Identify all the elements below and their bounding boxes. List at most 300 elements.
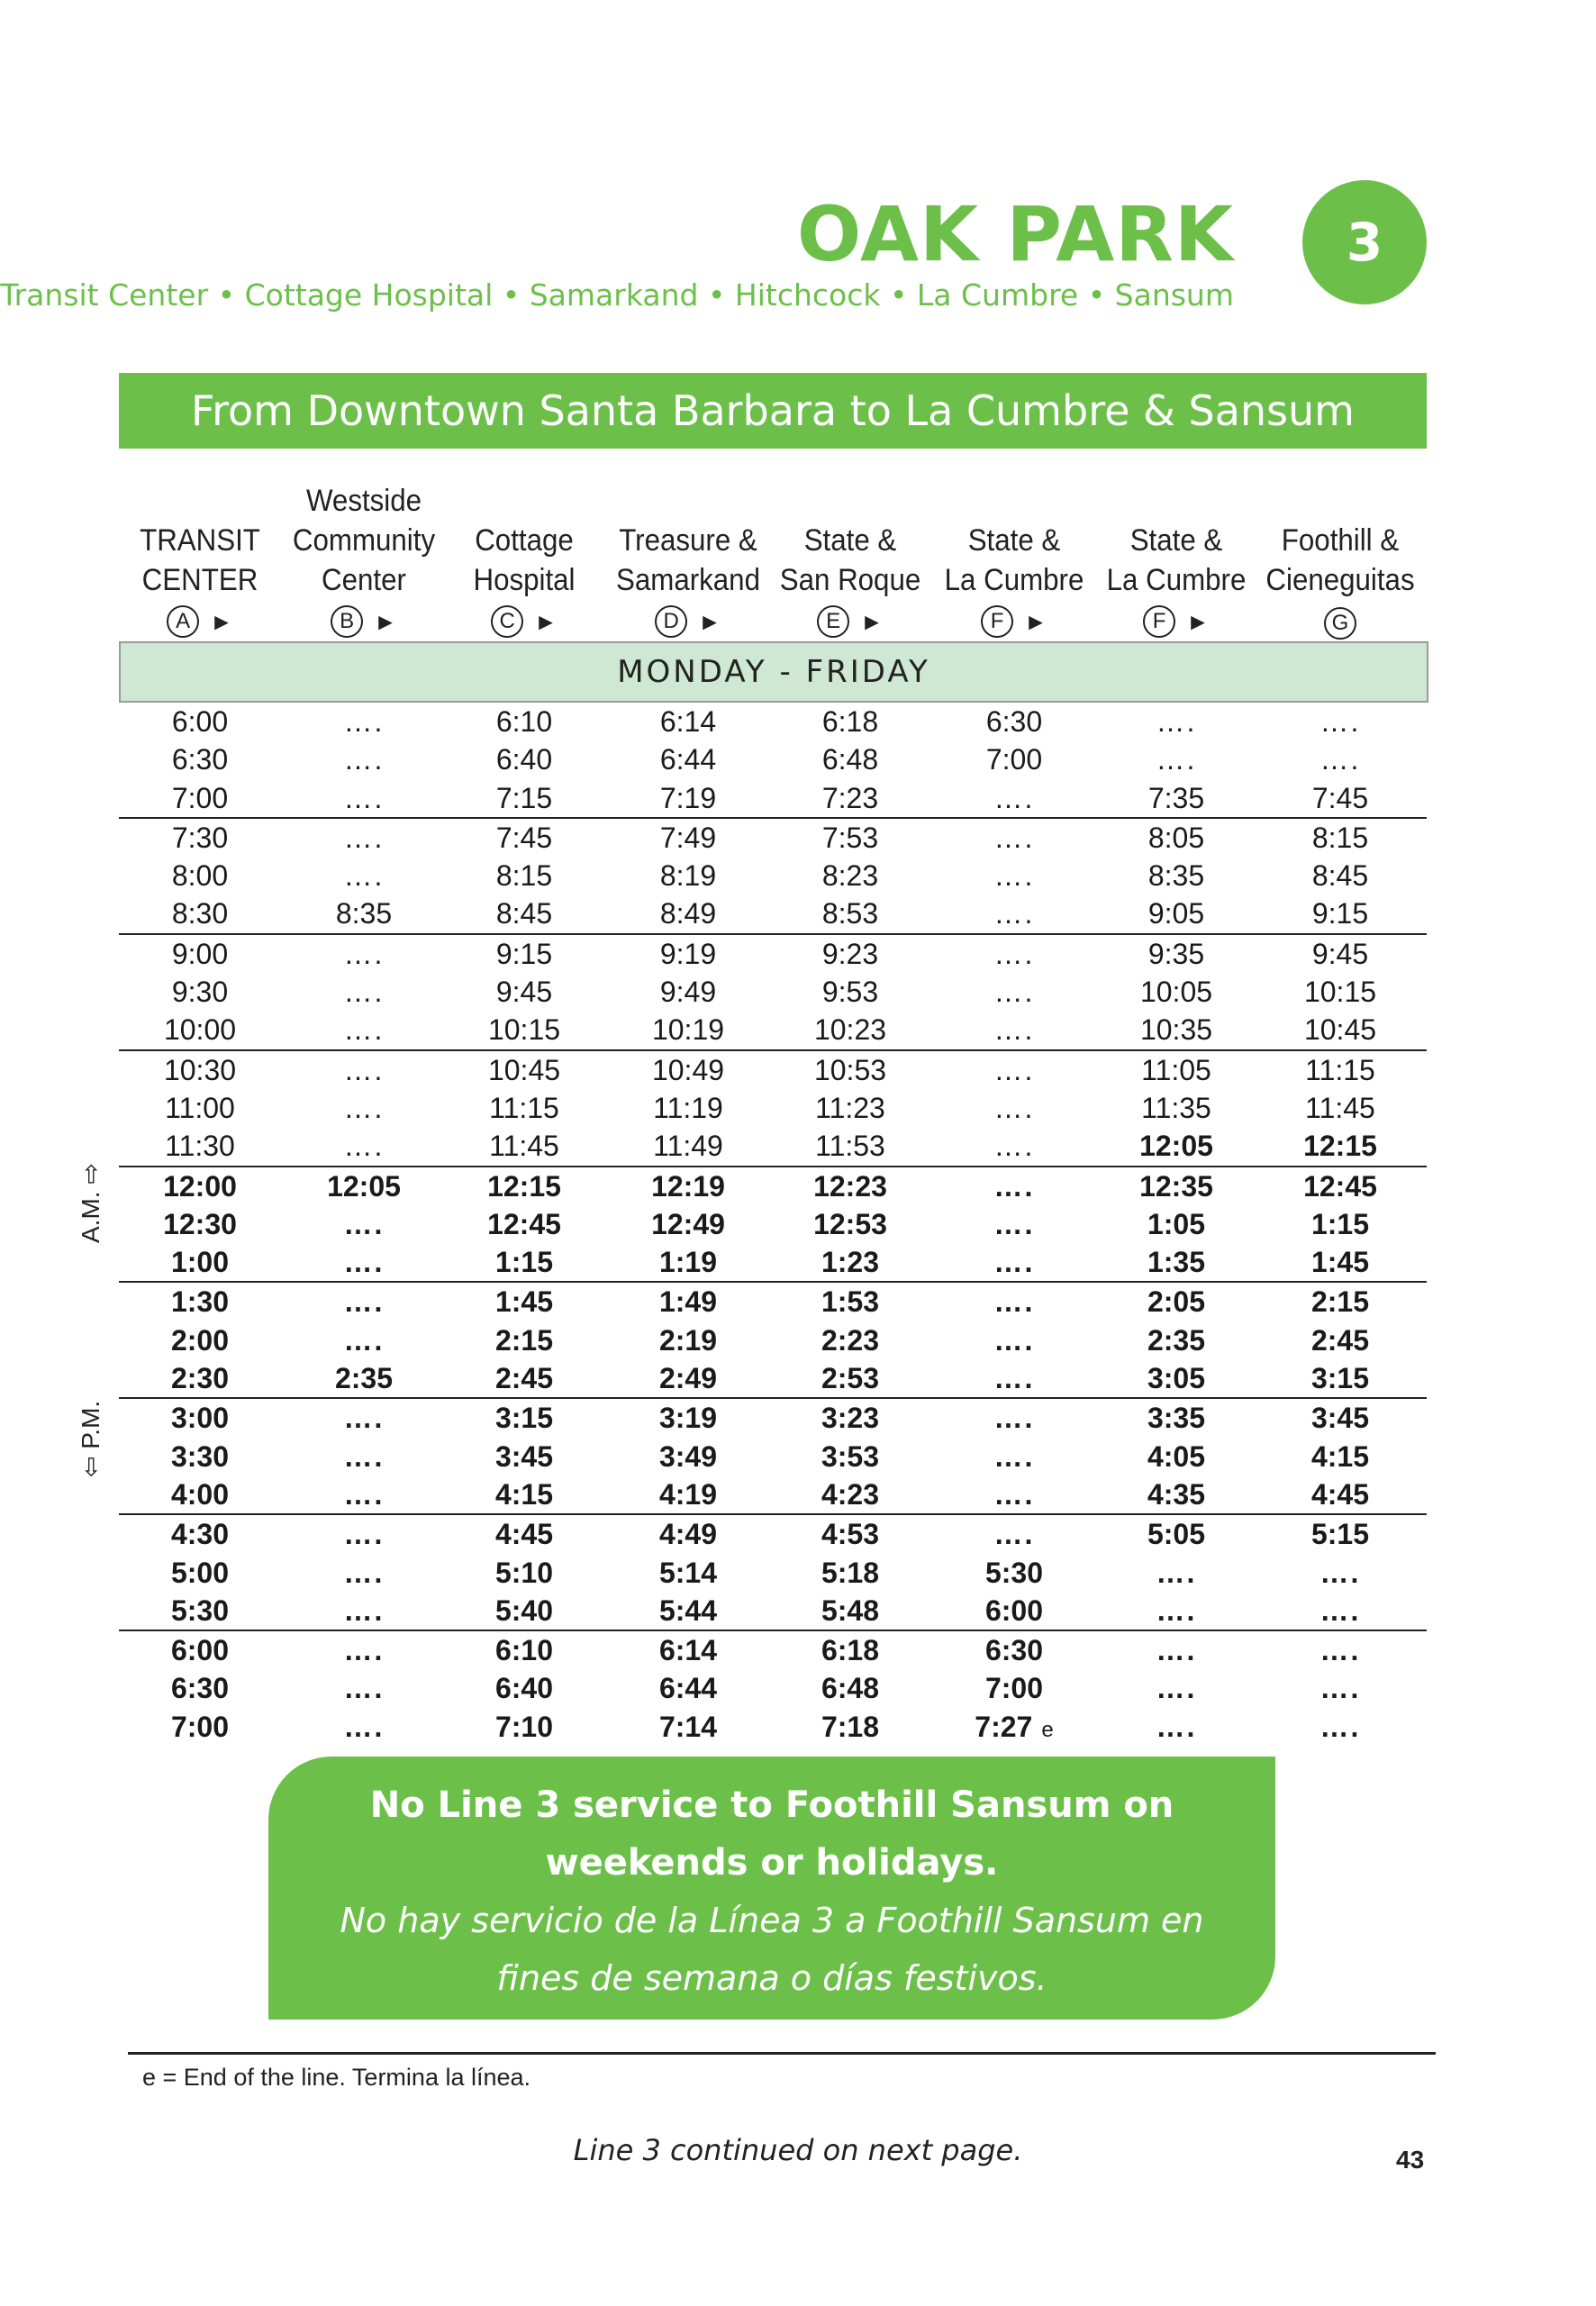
table-cell: 2:45 bbox=[494, 1362, 554, 1395]
table-cell: …. bbox=[343, 1710, 385, 1743]
table-row bbox=[119, 933, 1427, 973]
table-row bbox=[119, 1397, 1427, 1437]
table-cell: 4:49 bbox=[658, 1518, 718, 1551]
timepoint-marker bbox=[119, 601, 281, 640]
table-cell: 4:35 bbox=[1147, 1477, 1206, 1511]
column-header-line: Samarkand bbox=[616, 563, 760, 597]
direction-arrow-icon: ► bbox=[534, 608, 558, 635]
table-cell: 8:30 bbox=[171, 897, 229, 931]
direction-arrow-icon: ► bbox=[860, 608, 884, 635]
table-cell: 9:45 bbox=[1311, 937, 1369, 970]
column-header-line: Community bbox=[292, 523, 436, 558]
table-cell: 1:23 bbox=[821, 1246, 880, 1279]
table-row bbox=[119, 857, 1427, 894]
table-cell: 12:19 bbox=[651, 1169, 725, 1203]
column-header bbox=[1095, 468, 1257, 640]
table-cell: 4:45 bbox=[494, 1518, 554, 1551]
table-cell: 1:35 bbox=[1147, 1246, 1206, 1279]
column-header-label bbox=[923, 521, 1105, 600]
table-cell: 8:45 bbox=[495, 897, 553, 931]
table-row bbox=[119, 779, 1427, 817]
table-cell: 3:35 bbox=[1147, 1402, 1206, 1435]
table-cell: 12:35 bbox=[1139, 1169, 1213, 1203]
timepoint-letter: C bbox=[491, 605, 523, 638]
table-cell: 8:49 bbox=[659, 897, 717, 931]
table-cell: …. bbox=[343, 821, 385, 854]
timepoint-marker bbox=[933, 601, 1095, 640]
table-cell: …. bbox=[1156, 1634, 1197, 1667]
table-cell: …. bbox=[993, 1323, 1035, 1357]
table-cell: 9:05 bbox=[1147, 897, 1205, 931]
table-cell: …. bbox=[993, 937, 1035, 970]
table-cell: 6:48 bbox=[821, 743, 879, 776]
table-cell: 1:15 bbox=[1310, 1207, 1370, 1240]
table-cell: 8:35 bbox=[335, 897, 393, 931]
table-cell: 4:30 bbox=[170, 1518, 230, 1551]
table-cell: 7:15 bbox=[495, 781, 553, 814]
table-cell: 2:45 bbox=[1310, 1323, 1370, 1357]
table-cell: …. bbox=[993, 976, 1035, 1009]
table-cell: 1:19 bbox=[658, 1246, 718, 1279]
table-cell: 7:19 bbox=[659, 781, 717, 814]
table-cell: 11:45 bbox=[489, 1130, 559, 1163]
table-row bbox=[119, 1321, 1427, 1359]
table-cell: 7:27 e bbox=[975, 1710, 1054, 1743]
table-cell: 5:30 bbox=[984, 1556, 1044, 1589]
table-cell: 8:45 bbox=[1311, 859, 1369, 893]
table-cell: 9:23 bbox=[821, 937, 879, 970]
table-cell: 6:40 bbox=[494, 1672, 554, 1705]
table-cell: …. bbox=[993, 1169, 1035, 1203]
table-cell: 11:15 bbox=[489, 1091, 559, 1124]
direction-arrow-icon: ► bbox=[698, 608, 721, 635]
table-cell: 6:44 bbox=[658, 1672, 718, 1705]
table-cell: 11:23 bbox=[815, 1091, 885, 1124]
table-cell: 7:30 bbox=[171, 821, 229, 854]
table-cell: 5:18 bbox=[821, 1556, 880, 1589]
timepoint-marker bbox=[283, 601, 445, 640]
table-cell: 12:05 bbox=[327, 1169, 401, 1203]
timepoint-marker bbox=[1095, 601, 1257, 640]
table-cell: …. bbox=[993, 1246, 1035, 1279]
table-cell: 12:23 bbox=[813, 1169, 887, 1203]
table-cell: 7:18 bbox=[821, 1710, 880, 1743]
table-cell: 6:10 bbox=[495, 705, 553, 738]
table-cell: …. bbox=[1319, 1556, 1361, 1589]
table-cell: 3:30 bbox=[170, 1439, 230, 1473]
table-cell: 12:45 bbox=[487, 1207, 561, 1240]
table-cell: 2:00 bbox=[170, 1323, 230, 1357]
table-cell: 1:15 bbox=[494, 1246, 554, 1279]
notice-english: No Line 3 service to Foothill Sansum on weekends or holidays. bbox=[369, 1784, 1174, 1884]
schedule-table bbox=[119, 703, 1427, 1746]
table-cell: 7:00 bbox=[985, 743, 1043, 776]
table-cell: …. bbox=[343, 1634, 385, 1667]
table-cell: 10:30 bbox=[163, 1053, 237, 1086]
table-cell: …. bbox=[1319, 705, 1361, 738]
pm-label: ⇦ P.M. bbox=[77, 1400, 104, 1477]
table-row bbox=[119, 1166, 1427, 1205]
am-label: A.M. ⇨ bbox=[77, 1163, 104, 1243]
table-row bbox=[119, 973, 1427, 1011]
table-cell: 1:45 bbox=[494, 1285, 554, 1319]
table-row bbox=[119, 1243, 1427, 1281]
table-cell: 9:15 bbox=[495, 937, 553, 970]
table-cell: 10:49 bbox=[651, 1053, 725, 1086]
table-cell: 8:05 bbox=[1147, 821, 1205, 854]
table-cell: 4:19 bbox=[658, 1477, 718, 1511]
table-cell: 2:15 bbox=[494, 1323, 554, 1357]
table-cell: 11:49 bbox=[653, 1130, 723, 1163]
table-cell: 10:35 bbox=[1139, 1013, 1213, 1047]
timepoint-letter: F bbox=[981, 605, 1013, 638]
table-cell: …. bbox=[343, 859, 385, 893]
table-cell: 3:23 bbox=[821, 1402, 880, 1435]
table-cell: 12:49 bbox=[651, 1207, 725, 1240]
table-cell: 5:40 bbox=[494, 1593, 554, 1627]
table-cell: …. bbox=[993, 1013, 1035, 1047]
table-cell: 7:49 bbox=[659, 821, 717, 854]
table-cell: 6:14 bbox=[659, 705, 717, 738]
table-cell: 10:00 bbox=[163, 1013, 237, 1047]
table-cell: …. bbox=[1319, 743, 1361, 776]
table-cell: 11:00 bbox=[165, 1091, 235, 1124]
table-row bbox=[119, 1127, 1427, 1165]
table-cell: 7:23 bbox=[821, 781, 879, 814]
table-row bbox=[119, 1475, 1427, 1513]
end-of-line-marker: e bbox=[1041, 1717, 1054, 1742]
service-notice bbox=[268, 1757, 1275, 2020]
table-cell: …. bbox=[1319, 1672, 1361, 1705]
column-header-line: La Cumbre bbox=[944, 563, 1084, 597]
table-cell: 5:10 bbox=[494, 1556, 554, 1589]
table-cell: 3:19 bbox=[658, 1402, 718, 1435]
column-header-label bbox=[759, 521, 941, 600]
table-cell: 6:14 bbox=[658, 1634, 718, 1667]
table-cell: 3:49 bbox=[658, 1439, 718, 1473]
column-header bbox=[443, 468, 605, 640]
table-cell: 9:35 bbox=[1147, 937, 1205, 970]
table-row bbox=[119, 1438, 1427, 1475]
route-number-badge: 3 bbox=[1302, 180, 1427, 304]
am-pm-indicator bbox=[70, 1036, 121, 1477]
table-cell: 2:30 bbox=[170, 1362, 230, 1395]
table-cell: …. bbox=[993, 1285, 1035, 1319]
table-row bbox=[119, 1630, 1427, 1669]
table-cell: 7:14 bbox=[658, 1710, 718, 1743]
column-header-line: State & bbox=[803, 523, 897, 558]
table-cell: 5:44 bbox=[658, 1593, 718, 1627]
table-cell: 12:15 bbox=[1303, 1130, 1377, 1163]
table-cell: 2:23 bbox=[821, 1323, 880, 1357]
table-cell: 12:53 bbox=[813, 1207, 887, 1240]
table-cell: 8:35 bbox=[1147, 859, 1205, 893]
table-cell: …. bbox=[1319, 1634, 1361, 1667]
table-row bbox=[119, 703, 1427, 740]
table-cell: 11:35 bbox=[1141, 1091, 1211, 1124]
table-cell: …. bbox=[993, 1439, 1035, 1473]
column-header bbox=[933, 468, 1095, 640]
table-cell: …. bbox=[993, 781, 1035, 814]
table-cell: 6:30 bbox=[985, 705, 1043, 738]
table-cell: …. bbox=[1156, 705, 1197, 738]
table-cell: …. bbox=[993, 1207, 1035, 1240]
table-cell: …. bbox=[343, 1556, 385, 1589]
timepoint-letter: F bbox=[1143, 605, 1175, 638]
table-row bbox=[119, 1089, 1427, 1127]
column-header-label bbox=[1249, 521, 1431, 600]
table-cell: …. bbox=[993, 897, 1035, 931]
table-cell: 5:30 bbox=[170, 1593, 230, 1627]
table-cell: 4:45 bbox=[1310, 1477, 1370, 1511]
table-cell: …. bbox=[343, 1439, 385, 1473]
column-header-line: Cottage bbox=[475, 523, 574, 558]
table-cell: …. bbox=[993, 1477, 1035, 1511]
table-cell: …. bbox=[343, 976, 385, 1009]
column-header bbox=[607, 468, 769, 640]
table-cell: 8:15 bbox=[495, 859, 553, 893]
table-cell: 5:48 bbox=[821, 1593, 880, 1627]
table-cell: 11:45 bbox=[1305, 1091, 1375, 1124]
table-cell: 11:30 bbox=[165, 1130, 235, 1163]
table-cell: 1:45 bbox=[1310, 1246, 1370, 1279]
table-cell: 6:00 bbox=[984, 1593, 1044, 1627]
table-cell: 11:53 bbox=[815, 1130, 885, 1163]
page-number: 43 bbox=[1396, 2146, 1425, 2174]
table-cell: 10:05 bbox=[1139, 976, 1213, 1009]
table-cell: …. bbox=[343, 1323, 385, 1357]
route-stops-subtitle: Transit Center • Cottage Hospital • Samarkand • Hitchcock • La Cumbre • Sansum bbox=[0, 277, 1234, 313]
table-cell: 1:30 bbox=[170, 1285, 230, 1319]
table-cell: 12:45 bbox=[1303, 1169, 1377, 1203]
table-cell: 1:49 bbox=[658, 1285, 718, 1319]
table-cell: 6:48 bbox=[821, 1672, 880, 1705]
table-cell: …. bbox=[343, 705, 385, 738]
table-cell: 6:44 bbox=[659, 743, 717, 776]
continued-note: Line 3 continued on next page. bbox=[573, 2133, 1023, 2167]
table-cell: 10:15 bbox=[1303, 976, 1377, 1009]
table-cell: 7:45 bbox=[495, 821, 553, 854]
table-cell: 1:53 bbox=[821, 1285, 880, 1319]
notice-spanish: No hay servicio de la Línea 3 a Foothill Sansum en fines de semana o días festivos. bbox=[340, 1901, 1204, 1998]
table-cell: 8:19 bbox=[659, 859, 717, 893]
table-cell: …. bbox=[1156, 743, 1197, 776]
column-header-label bbox=[433, 521, 615, 600]
table-cell: …. bbox=[993, 1402, 1035, 1435]
table-cell: 2:53 bbox=[821, 1362, 880, 1395]
table-cell: 10:23 bbox=[813, 1013, 887, 1047]
table-cell: 4:05 bbox=[1147, 1439, 1206, 1473]
table-cell: 12:05 bbox=[1139, 1130, 1213, 1163]
table-cell: 6:00 bbox=[171, 705, 229, 738]
table-cell: …. bbox=[993, 859, 1035, 893]
page-title: OAK PARK bbox=[796, 190, 1234, 278]
timepoint-marker bbox=[607, 601, 769, 640]
table-row bbox=[119, 1205, 1427, 1243]
timepoint-letter: G bbox=[1324, 607, 1356, 640]
table-cell: 12:15 bbox=[487, 1169, 561, 1203]
column-header bbox=[283, 468, 445, 640]
table-cell: …. bbox=[343, 1207, 385, 1240]
column-header-label bbox=[1085, 521, 1267, 600]
table-cell: 2:35 bbox=[334, 1362, 394, 1395]
table-cell: 10:53 bbox=[813, 1053, 887, 1086]
day-label: MONDAY - FRIDAY bbox=[119, 641, 1428, 703]
column-header-line: La Cumbre bbox=[1106, 563, 1247, 597]
table-cell: 1:05 bbox=[1147, 1207, 1206, 1240]
table-cell: 1:00 bbox=[170, 1246, 230, 1279]
column-header-label bbox=[109, 521, 291, 600]
table-cell: 3:53 bbox=[821, 1439, 880, 1473]
table-cell: 6:30 bbox=[171, 743, 229, 776]
table-row bbox=[119, 1708, 1427, 1746]
table-cell: 6:00 bbox=[170, 1634, 230, 1667]
table-cell: …. bbox=[993, 1091, 1035, 1124]
table-cell: 12:30 bbox=[163, 1207, 237, 1240]
table-row bbox=[119, 1669, 1427, 1707]
table-cell: 4:00 bbox=[170, 1477, 230, 1511]
table-cell: …. bbox=[343, 1091, 385, 1124]
table-cell: …. bbox=[1156, 1593, 1197, 1627]
table-row bbox=[119, 1359, 1427, 1397]
table-cell: 9:00 bbox=[171, 937, 229, 970]
table-cell: 4:15 bbox=[1310, 1439, 1370, 1473]
table-cell: 8:00 bbox=[171, 859, 229, 893]
column-header bbox=[119, 468, 281, 640]
table-row bbox=[119, 1011, 1427, 1049]
table-cell: 7:53 bbox=[821, 821, 879, 854]
footnote: e = End of the line. Termina la línea. bbox=[142, 2064, 531, 2091]
table-cell: 4:15 bbox=[494, 1477, 554, 1511]
column-header-label bbox=[273, 481, 455, 600]
table-cell: 2:05 bbox=[1147, 1285, 1206, 1319]
table-cell: …. bbox=[343, 1672, 385, 1705]
timepoint-marker bbox=[443, 601, 605, 640]
table-row bbox=[119, 1049, 1427, 1089]
column-header bbox=[769, 468, 931, 640]
table-cell: 9:53 bbox=[821, 976, 879, 1009]
table-row bbox=[119, 1592, 1427, 1630]
table-cell: …. bbox=[343, 1285, 385, 1319]
column-header-line: Cieneguitas bbox=[1265, 563, 1415, 597]
table-cell: 5:00 bbox=[170, 1556, 230, 1589]
column-header-line: San Roque bbox=[779, 563, 921, 597]
table-cell: 8:15 bbox=[1311, 821, 1369, 854]
table-cell: 6:30 bbox=[170, 1672, 230, 1705]
table-cell: 3:15 bbox=[1310, 1362, 1370, 1395]
table-cell: 9:30 bbox=[171, 976, 229, 1009]
table-cell: …. bbox=[1156, 1710, 1197, 1743]
table-cell: 5:05 bbox=[1147, 1518, 1206, 1551]
table-cell: 3:45 bbox=[1310, 1402, 1370, 1435]
table-cell: …. bbox=[343, 781, 385, 814]
table-cell: 10:45 bbox=[487, 1053, 561, 1086]
table-cell: 9:49 bbox=[659, 976, 717, 1009]
table-cell: 7:00 bbox=[171, 781, 229, 814]
table-cell: 4:53 bbox=[821, 1518, 880, 1551]
table-cell: 10:15 bbox=[487, 1013, 561, 1047]
table-cell: 8:53 bbox=[821, 897, 879, 931]
table-cell: …. bbox=[343, 937, 385, 970]
table-cell: …. bbox=[343, 743, 385, 776]
table-cell: 9:45 bbox=[495, 976, 553, 1009]
table-cell: 12:00 bbox=[163, 1169, 237, 1203]
column-header-label bbox=[597, 521, 779, 600]
table-cell: …. bbox=[343, 1477, 385, 1511]
timepoint-letter: D bbox=[655, 605, 687, 638]
table-row bbox=[119, 1513, 1427, 1553]
table-cell: …. bbox=[993, 1053, 1035, 1086]
table-cell: …. bbox=[343, 1246, 385, 1279]
timepoint-letter: E bbox=[817, 605, 849, 638]
table-cell: 10:19 bbox=[651, 1013, 725, 1047]
table-cell: …. bbox=[993, 1130, 1035, 1163]
column-header-line: Center bbox=[322, 563, 406, 597]
table-cell: 2:35 bbox=[1147, 1323, 1206, 1357]
table-cell: 7:00 bbox=[984, 1672, 1044, 1705]
table-row bbox=[119, 1281, 1427, 1321]
column-header-line: Foothill & bbox=[1281, 523, 1400, 558]
table-cell: 5:15 bbox=[1310, 1518, 1370, 1551]
table-cell: 3:00 bbox=[170, 1402, 230, 1435]
direction-arrow-icon: ► bbox=[210, 608, 233, 635]
table-row bbox=[119, 1554, 1427, 1592]
table-cell: …. bbox=[343, 1130, 385, 1163]
table-cell: 2:19 bbox=[658, 1323, 718, 1357]
timepoint-marker bbox=[769, 601, 931, 640]
table-cell: …. bbox=[993, 1362, 1035, 1395]
footer-divider bbox=[128, 2052, 1436, 2055]
table-cell: …. bbox=[343, 1402, 385, 1435]
table-cell: 7:10 bbox=[494, 1710, 554, 1743]
table-cell: 6:18 bbox=[821, 1634, 880, 1667]
column-header-line: Treasure & bbox=[619, 523, 757, 558]
table-cell: …. bbox=[343, 1593, 385, 1627]
column-header bbox=[1259, 468, 1421, 640]
column-header-line: State & bbox=[967, 523, 1061, 558]
table-cell: 9:15 bbox=[1311, 897, 1369, 931]
table-cell: 5:14 bbox=[658, 1556, 718, 1589]
table-cell: 6:18 bbox=[821, 705, 879, 738]
direction-banner: From Downtown Santa Barbara to La Cumbre & Sansum bbox=[119, 373, 1427, 449]
timepoint-marker bbox=[1259, 603, 1421, 640]
table-cell: 6:30 bbox=[984, 1634, 1044, 1667]
timepoint-letter: B bbox=[331, 605, 363, 638]
table-cell: 3:45 bbox=[494, 1439, 554, 1473]
direction-arrow-icon: ► bbox=[1024, 608, 1047, 635]
table-cell: …. bbox=[993, 1518, 1035, 1551]
table-cell: …. bbox=[1319, 1593, 1361, 1627]
table-cell: …. bbox=[1156, 1556, 1197, 1589]
direction-arrow-icon: ► bbox=[1186, 608, 1210, 635]
table-cell: 10:45 bbox=[1303, 1013, 1377, 1047]
column-headers bbox=[119, 468, 1427, 640]
column-header-line: Westside bbox=[305, 484, 422, 518]
table-cell: 7:45 bbox=[1311, 781, 1369, 814]
table-cell: …. bbox=[343, 1013, 385, 1047]
table-cell: …. bbox=[343, 1053, 385, 1086]
table-cell: 3:15 bbox=[494, 1402, 554, 1435]
table-cell: 2:49 bbox=[658, 1362, 718, 1395]
table-row bbox=[119, 740, 1427, 778]
table-cell: 6:10 bbox=[494, 1634, 554, 1667]
table-cell: 11:19 bbox=[653, 1091, 723, 1124]
column-header-line: Hospital bbox=[473, 563, 576, 597]
table-cell: …. bbox=[1319, 1710, 1361, 1743]
column-header-line: State & bbox=[1129, 523, 1223, 558]
table-cell: 2:15 bbox=[1310, 1285, 1370, 1319]
table-cell: 4:23 bbox=[821, 1477, 880, 1511]
